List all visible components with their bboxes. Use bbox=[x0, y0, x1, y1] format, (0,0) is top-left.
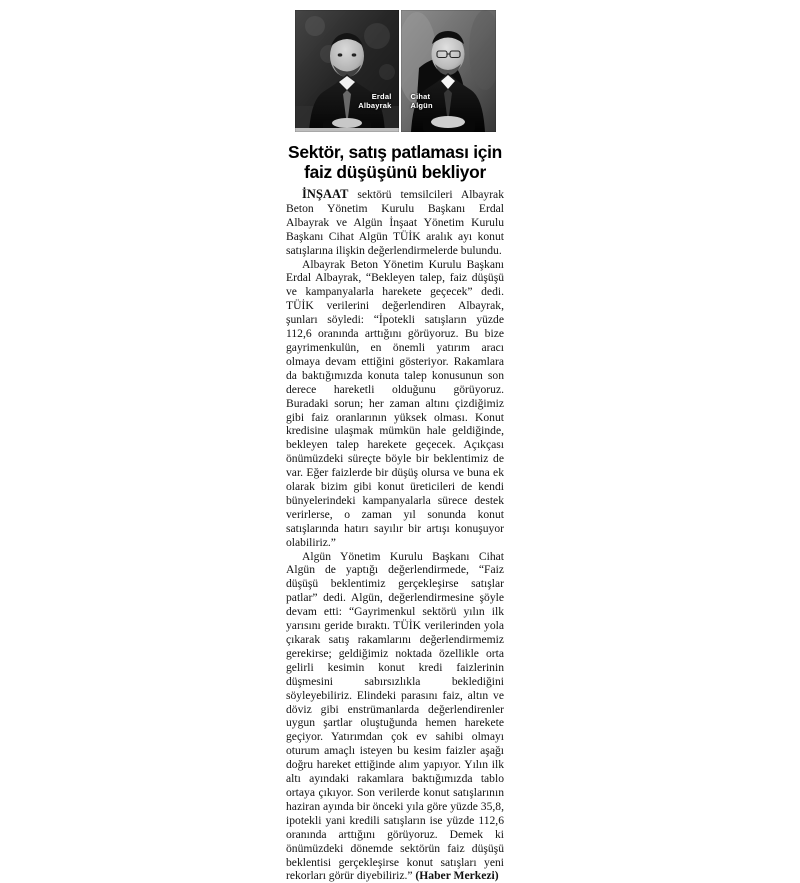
portrait-photo-erdal-albayrak bbox=[295, 10, 399, 132]
lead-dropcap-text: İNŞAAT bbox=[302, 187, 349, 201]
photo-caption-right-line2: Algün bbox=[410, 101, 433, 110]
photo-caption-left-line1: Erdal bbox=[371, 92, 392, 101]
headline-line-2: faiz düşüşünü bekliyor bbox=[304, 162, 486, 182]
article-credit: (Haber Merkezi) bbox=[415, 869, 499, 883]
body-paragraph-1-text: sektörü temsilcileri Albayrak Beton Yönetim Kurulu Başkanı Erdal Albayrak ve Algün İnşaat Yönetim Kurulu Başkanı Cihat Algün TÜİK aralık ayı konut satışlarına ilişkin değerlendirmelerde bulundu. bbox=[286, 188, 504, 257]
photo-caption-left bbox=[358, 92, 391, 110]
body-paragraph-3-text: Algün Yönetim Kurulu Başkanı Cihat Algün de yaptığı değerlendirmede, “Faiz düşüşü beklentimiz gerçekleşirse satışlar patlar” dedi. Algün, değerlendirmesine şöyle devam etti: “Gayrimenkul sektörü yılın ilk yarısını geride bıraktı. TÜİK verilerinden yola çıkarak satış rakamlarını değerlendirmemiz gerekirse; geldiğimiz noktada özellikle orta gelirli kesimin konut kredi faizlerinin düşmesini sabırsızlıkla beklediğini söyleyebiliriz. Elindeki parasını faiz, altın ve döviz gibi enstrümanlarda değerlendirenler uygun şartlar oluştuğunda hemen harekete geçiyor. Yatırımdan çok ev sahibi olmayı oturum amaçlı isteyen bu kesim faizler aşağı doğru hareket ettiğinde alım yapıyor. Yılın ilk altı ayındaki rakamlara baktığımızda tablo ortaya çıkıyor. Son verilerde konut satışlarının haziran ayında bir önceki yıla göre yüzde 35,8, ipotekli yani kredili satışların ise yüzde 112,6 oranında arttığını görüyoruz. Demek ki önümüzdeki dönemde sektörün faiz düşüşü beklentisi gerçekleşirse konut satışları yeni rekorları görür diyebiliriz.” bbox=[286, 549, 504, 883]
article-headline bbox=[285, 142, 505, 182]
photo-caption-right-line1: Cihat bbox=[410, 92, 431, 101]
body-paragraph-1 bbox=[286, 188, 504, 258]
photo-caption-right bbox=[411, 92, 433, 110]
body-paragraph-2: Albayrak Beton Yönetim Kurulu Başkanı Erdal Albayrak, “Bekleyen talep, faiz düşüşü ve kampanyalarla harekete geçecek” dedi. TÜİK verilerini değerlendiren Albayrak, şunları söyledi: “İpotekli satışların yüzde 112,6 oranında arttığını görüyoruz. Bu bize gayrimenkulün, en önemli yatırım aracı olmaya devam ettiğini gösteriyor. Rakamlara da baktığımızda konuta talep konusunun son derece hareketli olduğunu görüyoruz. Buradaki sorun; her zaman altını çizdiğimiz gibi faiz oranlarının yüksek olması. Konut kredisine ulaşmak mümkün hale geldiğinde, bekleyen talep harekete geçecek. Açıkçası önümüzdeki süreçte böyle bir beklentimiz de var. Eğer faizlerde bir düşüş olursa ve buna ek olarak bizim gibi konut üreticileri de kendi bünyelerindeki kampanyalarla sürece destek verirlerse, o zaman yıl sonunda konut satışlarında hatırı sayılır bir artışı konuşuyor olabiliriz.” bbox=[286, 257, 504, 549]
article-body bbox=[284, 188, 506, 883]
photo-row bbox=[284, 0, 506, 132]
portrait-image-right bbox=[401, 10, 496, 132]
portrait-photo-cihat-algun bbox=[401, 10, 496, 132]
headline-line-1: Sektör, satış patlaması için bbox=[288, 142, 502, 162]
portrait-image-left bbox=[295, 10, 399, 132]
photo-caption-left-line2: Albayrak bbox=[358, 101, 392, 110]
newspaper-clipping bbox=[284, 0, 506, 883]
body-paragraph-3 bbox=[286, 550, 504, 883]
